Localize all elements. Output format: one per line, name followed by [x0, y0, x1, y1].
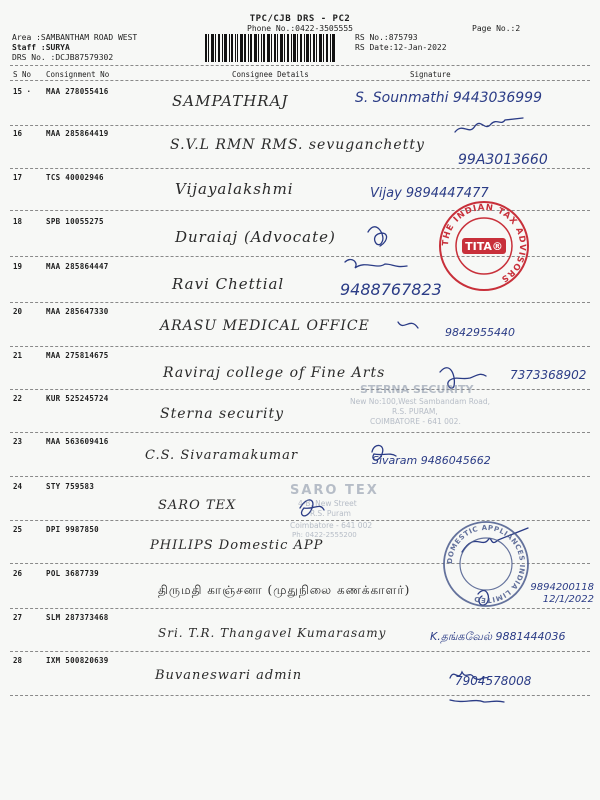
divider: [10, 651, 590, 652]
divider: [10, 302, 590, 303]
phone-number: Phone No.:0422-3505555: [247, 24, 353, 33]
rs-number: RS No.:875793: [355, 33, 418, 42]
row-consignment-no: MAA 285864447: [46, 262, 109, 271]
row-signature: 99A3013660: [458, 152, 548, 168]
divider: [10, 608, 590, 609]
row-signature: 7904578008: [455, 674, 532, 688]
row-consignment-no: SPB 10055275: [46, 217, 104, 226]
row-consignee-handwritten: Raviraj college of Fine Arts: [163, 365, 386, 381]
barcode-image: [205, 34, 335, 62]
row-consignee-handwritten: Ravi Chettial: [172, 275, 285, 293]
area-field: Area :SAMBANTHAM ROAD WEST: [12, 33, 138, 42]
sarotex-stamp-line: R.S. Puram: [310, 509, 351, 518]
row-sno: 25: [13, 525, 23, 534]
column-header-sno: S No: [13, 70, 32, 79]
row-sno: 18: [13, 217, 23, 226]
row-signature: Sivaram 9486045662: [372, 454, 491, 467]
page-number: Page No.:2: [472, 24, 521, 33]
sarotex-stamp-line: 4-B, New Street: [298, 499, 357, 508]
row-sno: 20: [13, 307, 23, 316]
row-signature: K.தங்கவேல் 9881444036: [430, 630, 566, 643]
domestic-appliances-stamp-icon: [442, 520, 530, 608]
row-consignee-handwritten: Sterna security: [160, 406, 285, 422]
row-consignment-no: IXM 500820639: [46, 656, 109, 665]
sarotex-stamp-line: Coimbatore - 641 002: [290, 521, 373, 530]
tita-stamp-icon: [438, 200, 530, 292]
row-consignment-no: POL 3687739: [46, 569, 99, 578]
row-sno: 15 ·: [13, 87, 32, 96]
row-consignee-handwritten: Duraiaj (Advocate): [175, 228, 336, 246]
row-sno: 22: [13, 394, 23, 403]
row-consignment-no: KUR 525245724: [46, 394, 109, 403]
row-consignment-no: MAA 285647330: [46, 307, 109, 316]
row-consignee-handwritten: SAMPATHRAJ: [172, 92, 289, 110]
svg-text:DOMESTIC APPLIANCES INDIA LIMI: [446, 524, 526, 604]
sheet-title: TPC/CJB DRS - PC2: [249, 14, 351, 24]
row-consignee-handwritten: Buvaneswari admin: [155, 668, 303, 683]
row-consignment-no: DPI 9987850: [46, 525, 99, 534]
row-consignee-handwritten: PHILIPS Domestic APP: [150, 538, 324, 553]
sterna-stamp-line: COIMBATORE - 641 002.: [370, 417, 461, 426]
row-sno: 17: [13, 173, 23, 182]
divider: [10, 125, 590, 126]
row-consignee-handwritten: C.S. Sivaramakumar: [145, 448, 299, 463]
rs-date: RS Date:12-Jan-2022: [355, 43, 447, 52]
domestic-appliances-ring-text: DOMESTIC APPLIANCES INDIA LIMITED: [445, 523, 527, 605]
row-sno: 26: [13, 569, 23, 578]
sterna-stamp-title: STERNA SECURITY: [360, 383, 474, 396]
sterna-stamp-line: New No:100,West Sambandam Road,: [350, 397, 491, 406]
divider: [10, 346, 590, 347]
row-sno: 27: [13, 613, 23, 622]
column-header-signature: Signature: [410, 70, 451, 79]
row-sno: 23: [13, 437, 23, 446]
row-consignee-handwritten: S.V.L RMN RMS. sevuganchetty: [170, 137, 425, 153]
divider: [10, 476, 590, 477]
row-signature: Vijay 9894447477: [370, 186, 489, 201]
row-sno: 19: [13, 262, 23, 271]
column-header-consignee: Consignee Details: [232, 70, 309, 79]
divider: [10, 80, 590, 81]
row-signature: 9488767823: [340, 280, 442, 299]
sarotex-stamp-line: Ph: 0422-2555200: [292, 531, 357, 539]
row-consignment-no: MAA 278055416: [46, 87, 109, 96]
row-sno: 28: [13, 656, 23, 665]
divider: [10, 65, 590, 66]
row-sno: 24: [13, 482, 23, 491]
row-consignee-handwritten: SARO TEX: [158, 498, 237, 513]
row-consignment-no: MAA 285864419: [46, 129, 109, 138]
tita-logo-text: TITA®: [465, 240, 503, 253]
row-consignment-no: TCS 40002946: [46, 173, 104, 182]
row-consignment-no: MAA 563609416: [46, 437, 109, 446]
row-consignee-handwritten: திருமதி காஞ்சனா (முதுநிலை கணக்காளர்): [158, 583, 411, 597]
divider: [10, 389, 590, 390]
row-consignee-handwritten: Vijayalakshmi: [175, 180, 294, 198]
row-consignment-no: MAA 275814675: [46, 351, 109, 360]
drs-number: DRS No. :DCJB87579302: [12, 53, 114, 62]
row-sno: 16: [13, 129, 23, 138]
row-consignment-no: STY 759583: [46, 482, 95, 491]
divider: [10, 695, 590, 696]
row-consignment-no: SLM 287373468: [46, 613, 109, 622]
row-signature: 9894200118 12/1/2022: [530, 582, 594, 605]
row-sno: 21: [13, 351, 23, 360]
divider: [10, 168, 590, 169]
divider: [10, 432, 590, 433]
row-signature: S. Sounmathi 9443036999: [355, 90, 542, 106]
staff-field: Staff :SURYA: [12, 43, 70, 52]
row-signature: 7373368902: [510, 368, 587, 382]
row-consignee-handwritten: Sri. T.R. Thangavel Kumarasamy: [158, 626, 387, 640]
row-signature: 9842955440: [445, 326, 515, 339]
sarotex-stamp-title: SARO TEX: [290, 483, 379, 498]
column-header-consignment: Consignment No: [46, 70, 110, 79]
row-consignee-handwritten: ARASU MEDICAL OFFICE: [160, 318, 370, 334]
sterna-stamp-line: R.S. PURAM,: [392, 407, 438, 416]
tita-ring-text: THE INDIAN TAX ADVISORS: [440, 202, 528, 285]
